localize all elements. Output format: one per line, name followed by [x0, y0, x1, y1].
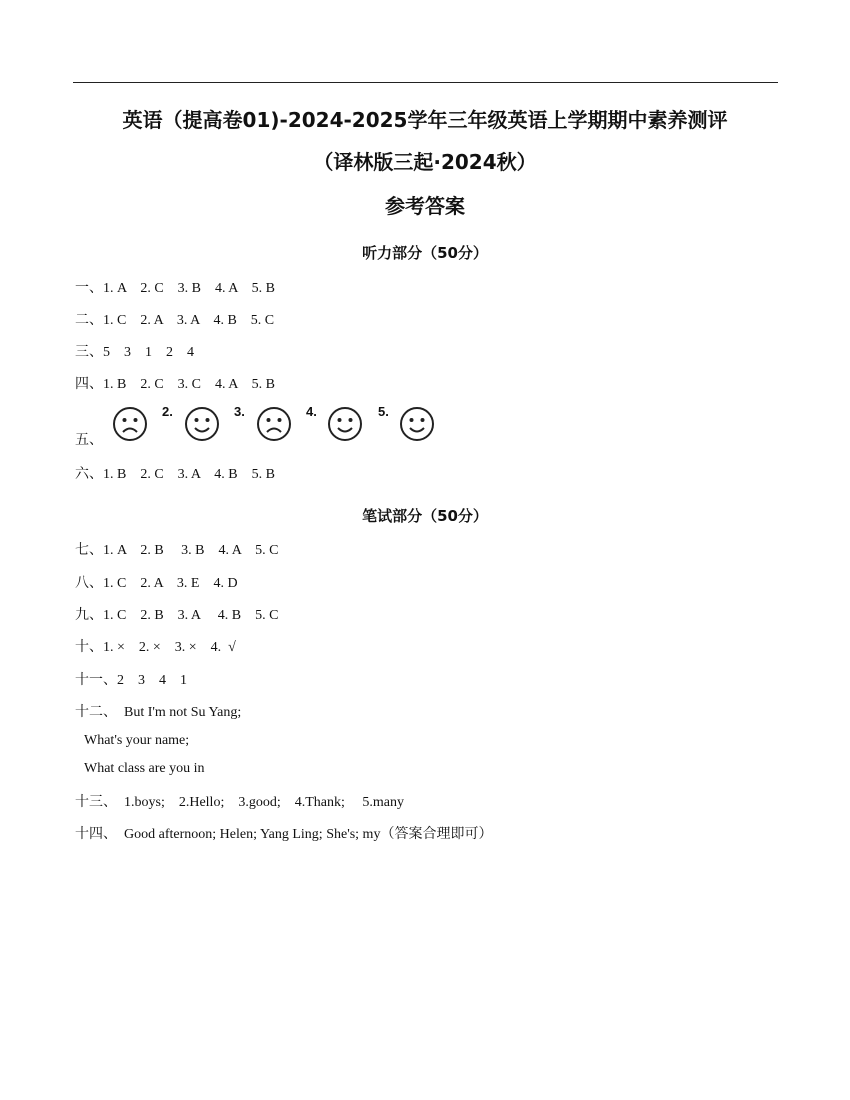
document-subtitle: （译林版三起·2024秋） [313, 150, 537, 174]
face-number-4: 4. [306, 404, 317, 419]
happy-face-icon [184, 406, 220, 442]
answer-row-2 [75, 309, 274, 329]
row-label: 五、 [75, 432, 103, 448]
happy-face-icon [327, 406, 363, 442]
row-label: 三、 [75, 344, 103, 360]
row-answers: 1. C 2. A 3. A 4. B 5. C [103, 313, 275, 328]
listening-section-title: 听力部分（50分） [362, 244, 488, 262]
row-label: 八、 [75, 575, 103, 591]
face-number-2: 2. [162, 404, 173, 419]
face-number-5: 5. [378, 404, 389, 419]
row-label: 十四、 [75, 826, 117, 842]
answer-row-8 [75, 572, 238, 592]
answer-row-14 [75, 823, 492, 843]
row-answers: 1. B 2. C 3. A 4. B 5. B [103, 467, 275, 482]
row-label: 二、 [75, 312, 103, 328]
row-answers: 2 3 4 1 [117, 673, 187, 688]
row-label: 六、 [75, 466, 103, 482]
row-answers: Good afternoon; Helen; Yang Ling; She's; my（答案合理即可） [117, 827, 493, 842]
row-answers: But I'm not Su Yang; [117, 705, 242, 720]
answer-row-12 [75, 701, 241, 721]
answer-heading: 参考答案 [385, 194, 465, 218]
happy-face-icon [399, 406, 435, 442]
document-title: 英语（提高卷01)-2024-2025学年三年级英语上学期期中素养测评 [122, 108, 728, 132]
row-answers: 5 3 1 2 4 [103, 345, 194, 360]
row-answers: 1. A 2. B 3. B 4. A 5. C [103, 543, 279, 558]
row-answers: 1.boys; 2.Hello; 3.good; 4.Thank; 5.many [117, 795, 404, 810]
row-answers: 1. × 2. × 3. × 4. √ [103, 640, 236, 655]
row-answers: 1. C 2. A 3. E 4. D [103, 576, 238, 591]
face-number-3: 3. [234, 404, 245, 419]
answer-row-12-line-2: What's your name; [84, 733, 190, 748]
answer-row-4 [75, 373, 275, 393]
row-label: 十一、 [75, 672, 117, 688]
answer-row-3 [75, 341, 194, 361]
row-answers: 1. C 2. B 3. A 4. B 5. C [103, 608, 279, 623]
answer-row-1 [75, 277, 275, 297]
answer-row-11 [75, 669, 187, 689]
row-label: 十、 [75, 639, 103, 655]
sad-face-icon [256, 406, 292, 442]
answer-row-12-line-3: What class are you in [84, 761, 205, 776]
row-label: 十二、 [75, 704, 117, 720]
row-label: 九、 [75, 607, 103, 623]
answer-row-10 [75, 636, 236, 656]
writing-section-title: 笔试部分（50分） [362, 507, 488, 525]
row-label: 四、 [75, 376, 103, 392]
answer-row-7 [75, 539, 278, 559]
row-label: 十三、 [75, 794, 117, 810]
top-rule [73, 82, 778, 83]
row-label: 七、 [75, 542, 103, 558]
row-answers: 1. A 2. C 3. B 4. A 5. B [103, 281, 275, 296]
answer-row-9 [75, 604, 278, 624]
sad-face-icon [112, 406, 148, 442]
row-answers: 1. B 2. C 3. C 4. A 5. B [103, 377, 275, 392]
answer-row-6 [75, 463, 275, 483]
answer-row-13 [75, 791, 404, 811]
answer-row-5 [75, 429, 103, 449]
row-label: 一、 [75, 280, 103, 296]
